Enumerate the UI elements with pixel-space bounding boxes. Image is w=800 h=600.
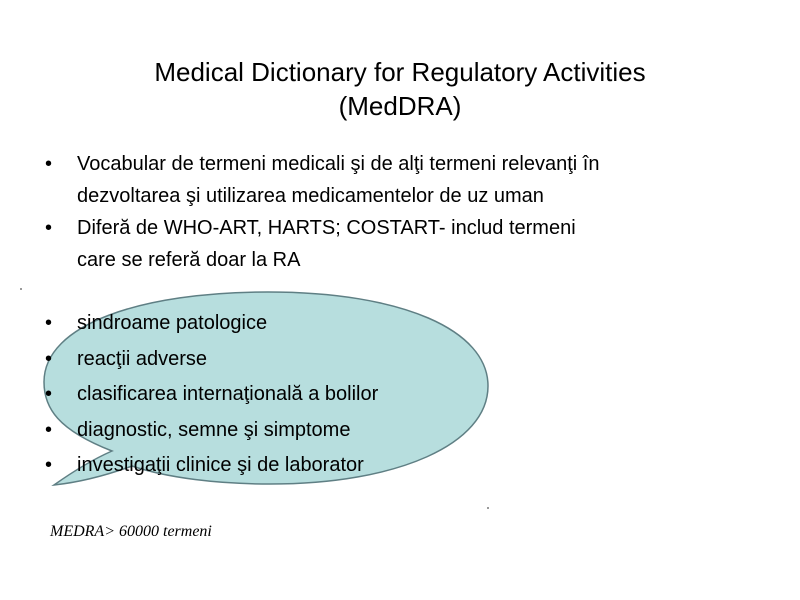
list-item: [45, 342, 545, 378]
bullet-icon: •: [45, 153, 53, 175]
list-item: [45, 413, 545, 449]
bullet-text-line-1: Vocabular de termeni medicali şi de alţi termeni relevanţi în: [77, 153, 600, 175]
bubble-item-text: diagnostic, semne şi simptome: [77, 418, 351, 441]
bullet-icon: •: [45, 454, 53, 476]
bubble-item-text: investigaţii clinice şi de laborator: [77, 454, 364, 476]
bubble-bullet-list: [45, 306, 545, 484]
bullet-icon: •: [45, 418, 53, 441]
footnote-text: MEDRA> 60000 termeni: [50, 523, 212, 540]
bullet-icon: •: [45, 312, 53, 334]
list-item: [45, 148, 745, 212]
bullet-text-line-2: dezvoltarea şi utilizarea medicamentelor de uz uman: [77, 185, 544, 207]
bubble-item-text: sindroame patologice: [77, 312, 268, 334]
bubble-item-text: reacţii adverse: [77, 347, 208, 370]
list-item: [45, 377, 545, 413]
bullet-icon: •: [45, 217, 53, 239]
decorative-speck: [20, 288, 22, 290]
bullet-icon: •: [45, 383, 53, 405]
list-item: [45, 212, 745, 276]
main-bullet-list: [45, 148, 745, 276]
slide-title: [0, 55, 800, 123]
slide-title-line-2: (MedDRA): [338, 91, 462, 121]
list-item: [45, 448, 545, 484]
bubble-item-text: clasificarea internaţională a bolilor: [77, 383, 379, 405]
list-item: [45, 306, 545, 342]
bullet-text-line-1: Diferă de WHO-ART, HARTS; COSTART- includ termeni: [77, 217, 576, 239]
slide-title-line-1: Medical Dictionary for Regulatory Activities: [154, 57, 646, 87]
decorative-speck: [487, 507, 489, 509]
bullet-icon: •: [45, 347, 53, 370]
bullet-text-line-2: care se referă doar la RA: [77, 249, 301, 271]
